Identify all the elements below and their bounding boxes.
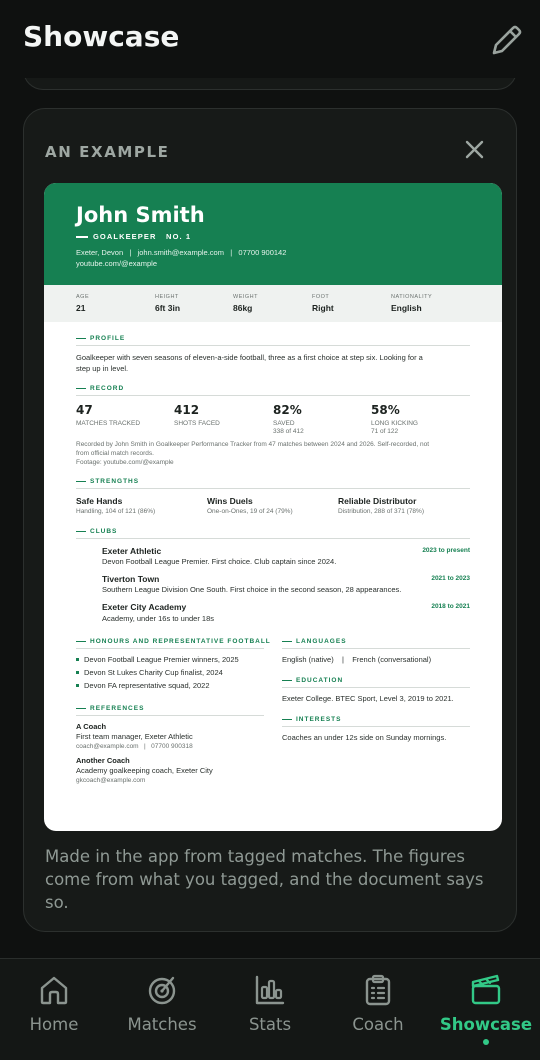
cv-contact <box>76 247 286 269</box>
card-label: AN EXAMPLE <box>45 143 170 161</box>
close-icon <box>460 135 490 165</box>
club-name: Exeter City Academy <box>102 602 187 612</box>
strengths-heading: STRENGTHS <box>76 478 139 485</box>
club-dates: 2021 to 2023 <box>431 575 470 582</box>
app-header <box>0 0 540 78</box>
nav-label: Coach <box>352 1015 404 1034</box>
reference-contact: coach@example.com | 07700 900318 <box>76 743 193 750</box>
stats-icon <box>253 973 287 1007</box>
fact-height: HEIGHT 6ft 3in <box>155 294 181 313</box>
honour-item: Devon FA representative squad, 2022 <box>84 681 210 690</box>
previous-card-edge <box>23 78 517 90</box>
nav-item-coach[interactable] <box>324 973 432 1053</box>
club-dates: 2023 to present <box>422 547 470 554</box>
divider <box>76 488 470 489</box>
clipboard-icon <box>361 973 395 1007</box>
divider <box>76 538 470 539</box>
interests-heading: INTERESTS <box>282 716 341 723</box>
languages-heading: LANGUAGES <box>282 638 347 645</box>
fact-nationality: NATIONALITY English <box>391 294 433 313</box>
reference-name: Another Coach <box>76 756 130 765</box>
education-text: Exeter College. BTEC Sport, Level 3, 2019 to 2021. <box>282 694 454 703</box>
cv-role: GOALKEEPER NO. 1 <box>76 232 191 241</box>
stat-label: LONG KICKING <box>371 420 418 427</box>
strength-title: Wins Duels <box>207 496 253 506</box>
strength-sub: Handling, 104 of 121 (86%) <box>76 508 156 515</box>
club-desc: Southern League Division One South. First choice in the second season, 28 appearances. <box>102 585 402 594</box>
nav-item-matches[interactable] <box>108 973 216 1053</box>
divider <box>282 687 470 688</box>
bottom-nav <box>0 958 540 1060</box>
club-name: Tiverton Town <box>102 574 160 584</box>
education-heading: EDUCATION <box>282 677 343 684</box>
cv-header <box>44 183 502 285</box>
strength-sub: Distribution, 288 of 371 (78%) <box>338 508 424 515</box>
clapperboard-icon <box>469 973 503 1007</box>
record-note: Recorded by John Smith in Goalkeeper Performance Tracker from 47 matches between 2024 and 2026. Self-recorded, not from official match records. <box>76 441 429 457</box>
strength-sub: One-on-Ones, 19 of 24 (79%) <box>207 508 293 515</box>
divider <box>76 395 470 396</box>
honours-heading: HONOURS AND REPRESENTATIVE FOOTBALL <box>76 638 271 645</box>
divider <box>282 648 470 649</box>
stat-value: 412 <box>174 403 200 417</box>
strength-title: Reliable Distributor <box>338 496 417 506</box>
stat-label: MATCHES TRACKED <box>76 420 141 427</box>
nav-label: Matches <box>127 1015 197 1034</box>
reference-name: A Coach <box>76 722 107 731</box>
profile-text: Goalkeeper with seven seasons of eleven-a-side football, three as a first choice at step six. Looking for a step up in level. <box>76 353 423 373</box>
club-name: Exeter Athletic <box>102 546 162 556</box>
interests-text: Coaches an under 12s side on Sunday mornings. <box>282 733 447 742</box>
nav-item-showcase[interactable] <box>432 973 540 1053</box>
divider <box>76 715 264 716</box>
reference-role: First team manager, Exeter Athletic <box>76 732 193 741</box>
fact-foot: FOOT Right <box>312 294 334 313</box>
nav-label: Stats <box>248 1015 292 1034</box>
honour-item: Devon St Lukes Charity Cup finalist, 2024 <box>84 668 223 677</box>
nav-item-stats[interactable] <box>216 973 324 1053</box>
matches-icon <box>145 973 179 1007</box>
club-desc: Academy, under 16s to under 18s <box>102 614 215 623</box>
pencil-icon <box>486 20 526 60</box>
languages-text: English (native) | French (conversational) <box>282 655 432 664</box>
record-heading: RECORD <box>76 385 124 392</box>
example-card <box>23 108 517 932</box>
reference-contact: gkcoach@example.com <box>76 777 146 784</box>
stat-sub: 71 of 122 <box>371 428 399 435</box>
cv-contact-line: Exeter, Devon | john.smith@example.com | 07700 900142 <box>76 248 287 257</box>
stat-label: SAVED <box>273 420 295 427</box>
reference-role: Academy goalkeeping coach, Exeter City <box>76 766 213 775</box>
divider <box>282 726 470 727</box>
cv-name: John Smith <box>76 203 205 227</box>
divider <box>76 345 470 346</box>
strength-title: Safe Hands <box>76 496 123 506</box>
close-button[interactable] <box>460 135 490 165</box>
club-dates: 2018 to 2021 <box>431 603 470 610</box>
nav-item-home[interactable] <box>0 973 108 1053</box>
card-caption: Made in the app from tagged matches. The figures come from what you tagged, and the document says so. <box>45 847 484 912</box>
cv-contact-link: youtube.com/@example <box>76 259 157 268</box>
showcase-scroll-area[interactable] <box>0 78 540 958</box>
references-heading: REFERENCES <box>76 705 144 712</box>
fact-age: AGE 21 <box>76 294 90 313</box>
cv-facts-bar <box>44 285 502 322</box>
page-title: Showcase <box>23 20 180 53</box>
clubs-heading: CLUBS <box>76 528 117 535</box>
nav-label: Home <box>29 1015 79 1034</box>
honour-item: Devon Football League Premier winners, 2025 <box>84 655 239 664</box>
nav-label: Showcase <box>439 1015 533 1034</box>
active-indicator-dot <box>483 1039 489 1045</box>
home-icon <box>37 973 71 1007</box>
edit-button[interactable] <box>486 20 526 60</box>
club-desc: Devon Football League Premier. First choice. Club captain since 2024. <box>102 557 337 566</box>
divider <box>76 648 264 649</box>
stat-label: SHOTS FACED <box>174 420 220 427</box>
record-footage: Footage: youtube.com/@example <box>76 459 174 466</box>
fact-weight: WEIGHT 86kg <box>233 294 258 313</box>
stat-sub: 338 of 412 <box>273 428 304 435</box>
stat-value: 82% <box>273 403 302 417</box>
stat-value: 58% <box>371 403 400 417</box>
cv-document-preview[interactable] <box>44 183 502 831</box>
stat-value: 47 <box>76 403 93 417</box>
profile-heading: PROFILE <box>76 335 125 342</box>
